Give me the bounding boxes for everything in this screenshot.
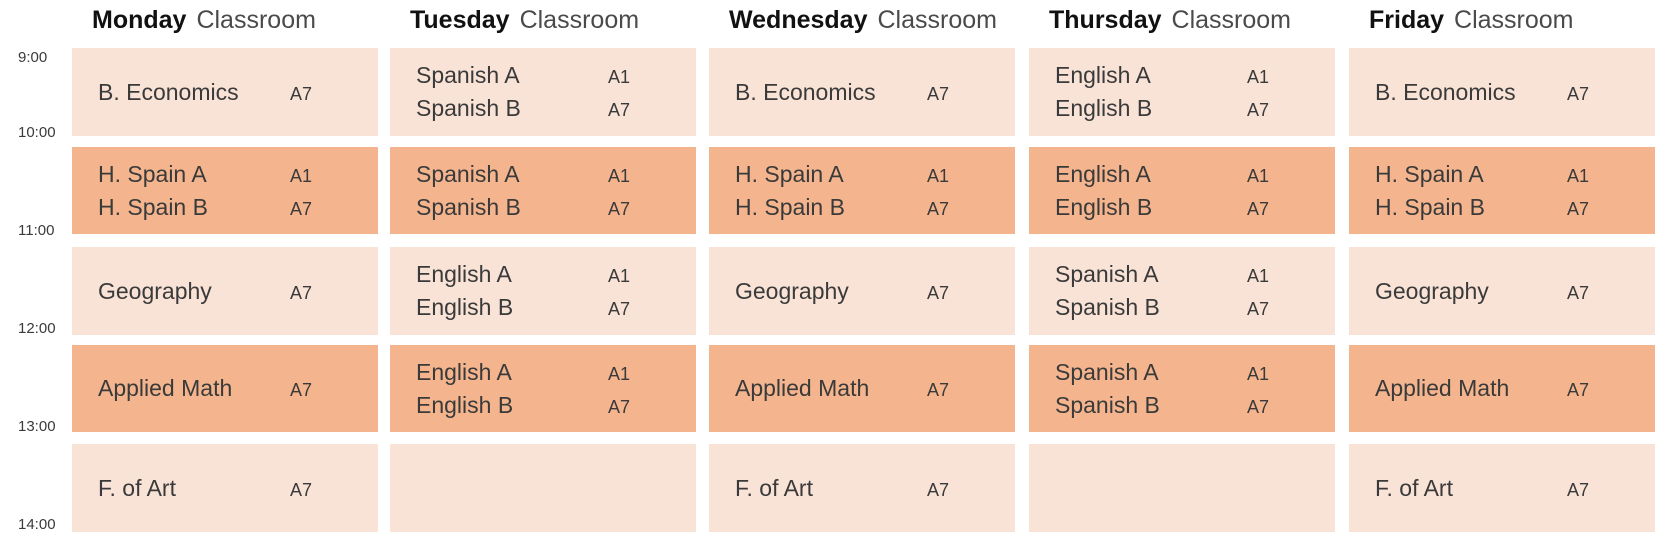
classroom-code: A7 xyxy=(290,198,313,219)
class-entry xyxy=(1055,191,1335,224)
time-slot xyxy=(390,147,696,234)
time-slot xyxy=(1029,48,1335,136)
subject-name: Spanish A xyxy=(416,160,520,187)
subject-name: English B xyxy=(1055,193,1153,220)
subject-name: English B xyxy=(1055,95,1153,121)
class-entry xyxy=(416,389,696,422)
classroom-code: A7 xyxy=(608,198,631,219)
day-name: Wednesday xyxy=(729,6,868,34)
class-entry xyxy=(416,291,696,324)
time-label: 13:00 xyxy=(18,418,56,435)
classroom-code: A7 xyxy=(1567,479,1590,500)
day-name: Thursday xyxy=(1049,6,1162,34)
classroom-code: A7 xyxy=(1247,396,1270,417)
subject-name: Geography xyxy=(1375,277,1489,304)
day-name: Monday xyxy=(92,6,187,34)
day-header xyxy=(1369,6,1574,35)
class-entry xyxy=(735,158,1015,191)
class-entry xyxy=(1375,191,1655,224)
class-entry xyxy=(1055,356,1335,389)
class-entry xyxy=(735,472,1015,505)
day-column-thursday xyxy=(1029,0,1335,541)
day-column-wednesday xyxy=(709,0,1015,541)
time-slot xyxy=(709,247,1015,335)
class-entry xyxy=(98,275,378,308)
classroom-code: A1 xyxy=(290,165,313,186)
classroom-code: A7 xyxy=(608,299,631,319)
time-slot xyxy=(1029,147,1335,234)
classroom-code: A1 xyxy=(608,363,631,384)
class-entry xyxy=(416,191,696,224)
subject-name: English A xyxy=(1055,160,1151,187)
time-label: 14:00 xyxy=(18,516,56,533)
class-entry xyxy=(416,59,696,92)
classroom-code: A1 xyxy=(608,67,631,87)
subject-name: F. of Art xyxy=(98,474,176,501)
classroom-column-label: Classroom xyxy=(1454,6,1574,34)
classroom-code: A7 xyxy=(1247,198,1270,219)
class-entry xyxy=(1375,472,1655,505)
classroom-code: A1 xyxy=(1567,165,1590,186)
time-slot xyxy=(1349,247,1655,335)
class-entry xyxy=(735,372,1015,405)
class-entry xyxy=(98,76,378,109)
class-entry xyxy=(1055,59,1335,92)
time-slot xyxy=(709,147,1015,234)
subject-name: F. of Art xyxy=(735,474,813,501)
subject-name: Spanish B xyxy=(1055,294,1160,320)
time-slot xyxy=(709,444,1015,532)
classroom-code: A1 xyxy=(1247,165,1270,186)
class-entry xyxy=(98,158,378,191)
subject-name: English B xyxy=(416,391,514,418)
class-entry xyxy=(1055,291,1335,324)
class-entry xyxy=(1375,76,1655,109)
class-entry xyxy=(98,191,378,224)
classroom-code: A7 xyxy=(927,198,950,219)
classroom-code: A1 xyxy=(1247,67,1270,87)
classroom-code: A1 xyxy=(608,266,631,286)
day-column-friday xyxy=(1349,0,1655,541)
time-slot xyxy=(72,444,378,532)
classroom-code: A7 xyxy=(608,100,631,120)
time-slot xyxy=(72,345,378,432)
subject-name: Spanish B xyxy=(416,95,521,121)
time-label: 12:00 xyxy=(18,320,56,337)
time-slot xyxy=(390,444,696,532)
classroom-code: A7 xyxy=(1567,282,1590,303)
classroom-code: A7 xyxy=(927,479,950,500)
class-entry xyxy=(416,258,696,291)
subject-name: H. Spain A xyxy=(1375,160,1484,187)
subject-name: F. of Art xyxy=(1375,474,1453,501)
time-slot xyxy=(709,48,1015,136)
classroom-code: A7 xyxy=(927,83,950,104)
subject-name: Spanish A xyxy=(1055,261,1159,287)
subject-name: Spanish B xyxy=(1055,391,1160,418)
time-slot xyxy=(1349,48,1655,136)
time-slot xyxy=(390,247,696,335)
subject-name: English A xyxy=(416,358,512,385)
classroom-code: A7 xyxy=(927,282,950,303)
subject-name: B. Economics xyxy=(98,78,239,105)
time-slot xyxy=(1349,444,1655,532)
time-label: 10:00 xyxy=(18,124,56,141)
class-entry xyxy=(1375,158,1655,191)
class-entry xyxy=(735,191,1015,224)
subject-name: H. Spain B xyxy=(735,193,845,220)
class-entry xyxy=(416,92,696,125)
time-slot xyxy=(390,48,696,136)
classroom-code: A7 xyxy=(927,380,950,400)
subject-name: Geography xyxy=(98,277,212,304)
class-entry xyxy=(1375,275,1655,308)
classroom-code: A7 xyxy=(1247,100,1270,120)
subject-name: H. Spain A xyxy=(735,160,844,187)
classroom-column-label: Classroom xyxy=(877,6,997,34)
day-header xyxy=(729,6,997,35)
time-slot xyxy=(1029,444,1335,532)
class-entry xyxy=(416,158,696,191)
time-slot xyxy=(72,48,378,136)
subject-name: Applied Math xyxy=(1375,375,1510,401)
classroom-column-label: Classroom xyxy=(196,6,316,34)
time-label: 9:00 xyxy=(18,49,48,66)
subject-name: English B xyxy=(416,294,514,320)
classroom-column-label: Classroom xyxy=(519,6,640,34)
class-entry xyxy=(416,356,696,389)
time-slot xyxy=(1029,247,1335,335)
classroom-code: A7 xyxy=(1567,380,1590,400)
subject-name: Geography xyxy=(735,277,849,304)
class-entry xyxy=(1055,158,1335,191)
subject-name: B. Economics xyxy=(735,78,876,105)
day-column-tuesday xyxy=(390,0,696,541)
time-slot xyxy=(1029,345,1335,432)
time-slot xyxy=(1349,147,1655,234)
subject-name: B. Economics xyxy=(1375,78,1516,105)
class-entry xyxy=(98,472,378,505)
class-entry xyxy=(735,76,1015,109)
classroom-code: A7 xyxy=(608,396,631,417)
class-entry xyxy=(1055,258,1335,291)
class-entry xyxy=(1055,92,1335,125)
class-entry xyxy=(1055,389,1335,422)
time-slot xyxy=(72,147,378,234)
classroom-code: A7 xyxy=(1567,198,1590,219)
subject-name: English A xyxy=(1055,62,1151,88)
classroom-code: A7 xyxy=(1567,83,1590,104)
subject-name: H. Spain A xyxy=(98,160,207,187)
time-slot xyxy=(72,247,378,335)
subject-name: Spanish A xyxy=(416,62,520,88)
class-entry xyxy=(1375,372,1655,405)
classroom-column-label: Classroom xyxy=(1171,6,1292,34)
subject-name: Applied Math xyxy=(98,375,233,401)
classroom-code: A7 xyxy=(1247,299,1270,319)
day-name: Friday xyxy=(1369,6,1445,34)
class-entry xyxy=(735,275,1015,308)
time-slot xyxy=(1349,345,1655,432)
classroom-code: A1 xyxy=(1247,363,1270,384)
classroom-code: A1 xyxy=(608,165,631,186)
day-header xyxy=(92,6,316,35)
time-slot xyxy=(709,345,1015,432)
time-label: 11:00 xyxy=(18,222,55,239)
day-header xyxy=(1049,6,1291,35)
classroom-code: A7 xyxy=(290,282,313,303)
time-axis xyxy=(0,0,70,541)
class-entry xyxy=(98,372,378,405)
subject-name: English A xyxy=(416,261,512,287)
time-slot xyxy=(390,345,696,432)
subject-name: Applied Math xyxy=(735,375,870,401)
classroom-code: A7 xyxy=(290,380,313,400)
classroom-code: A7 xyxy=(290,479,313,500)
subject-name: Spanish B xyxy=(416,193,521,220)
classroom-code: A7 xyxy=(290,83,313,104)
day-column-monday xyxy=(72,0,378,541)
classroom-code: A1 xyxy=(927,165,950,186)
day-name: Tuesday xyxy=(410,6,510,34)
classroom-code: A1 xyxy=(1247,266,1270,286)
subject-name: Spanish A xyxy=(1055,358,1159,385)
subject-name: H. Spain B xyxy=(98,193,208,220)
day-header xyxy=(410,6,639,35)
subject-name: H. Spain B xyxy=(1375,193,1485,220)
